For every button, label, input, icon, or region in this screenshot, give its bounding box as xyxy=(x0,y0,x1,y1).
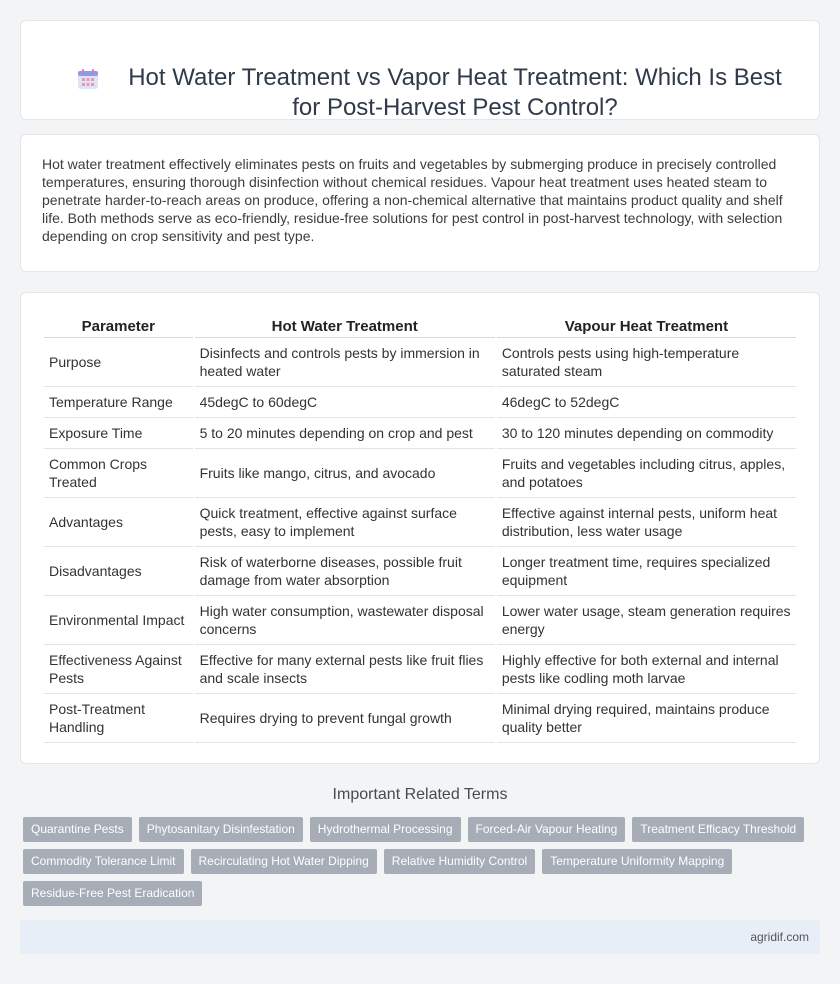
column-header: Vapour Heat Treatment xyxy=(497,316,796,338)
hot-water-cell: High water consumption, wastewater disposal concerns xyxy=(195,596,495,645)
related-terms-list xyxy=(23,817,813,906)
term-tag[interactable]: Relative Humidity Control xyxy=(384,849,535,874)
table-header-row xyxy=(44,316,796,338)
term-tag[interactable]: Phytosanitary Disinfestation xyxy=(139,817,303,842)
parameter-cell: Common Crops Treated xyxy=(44,449,193,498)
table-row xyxy=(44,498,796,547)
term-tag[interactable]: Recirculating Hot Water Dipping xyxy=(191,849,377,874)
calendar-icon xyxy=(77,68,99,90)
intro-card xyxy=(20,134,820,272)
parameter-cell: Post-Treatment Handling xyxy=(44,694,193,743)
table-row xyxy=(44,694,796,743)
parameter-cell: Effectiveness Against Pests xyxy=(44,645,193,694)
table-row xyxy=(44,387,796,418)
table-row xyxy=(44,547,796,596)
column-header: Hot Water Treatment xyxy=(195,316,495,338)
parameter-cell: Advantages xyxy=(44,498,193,547)
term-tag[interactable]: Quarantine Pests xyxy=(23,817,132,842)
term-tag[interactable]: Treatment Efficacy Threshold xyxy=(632,817,804,842)
page-title: Hot Water Treatment vs Vapor Heat Treatment: Which Is Best for Post-Harvest Pest Control? xyxy=(128,64,782,121)
comparison-table-card xyxy=(20,292,820,764)
hot-water-cell: Risk of waterborne diseases, possible fruit damage from water absorption xyxy=(195,547,495,596)
parameter-cell: Purpose xyxy=(44,338,193,387)
table-row xyxy=(44,449,796,498)
vapour-heat-cell: 30 to 120 minutes depending on commodity xyxy=(497,418,796,449)
vapour-heat-cell: Longer treatment time, requires specialized equipment xyxy=(497,547,796,596)
term-tag[interactable]: Temperature Uniformity Mapping xyxy=(542,849,732,874)
table-row xyxy=(44,418,796,449)
hot-water-cell: Effective for many external pests like fruit flies and scale insects xyxy=(195,645,495,694)
comparison-table xyxy=(42,316,798,743)
hot-water-cell: Disinfects and controls pests by immersion in heated water xyxy=(195,338,495,387)
term-tag[interactable]: Residue-Free Pest Eradication xyxy=(23,881,202,906)
term-tag[interactable]: Commodity Tolerance Limit xyxy=(23,849,184,874)
hot-water-cell: 45degC to 60degC xyxy=(195,387,495,418)
term-tag[interactable]: Forced-Air Vapour Heating xyxy=(468,817,626,842)
vapour-heat-cell: Highly effective for both external and internal pests like codling moth larvae xyxy=(497,645,796,694)
column-header: Parameter xyxy=(44,316,193,338)
table-row xyxy=(44,645,796,694)
table-row xyxy=(44,338,796,387)
vapour-heat-cell: 46degC to 52degC xyxy=(497,387,796,418)
parameter-cell: Temperature Range xyxy=(44,387,193,418)
title-card xyxy=(20,20,820,120)
vapour-heat-cell: Fruits and vegetables including citrus, apples, and potatoes xyxy=(497,449,796,498)
parameter-cell: Exposure Time xyxy=(44,418,193,449)
vapour-heat-cell: Controls pests using high-temperature saturated steam xyxy=(497,338,796,387)
site-link[interactable]: agridif.com xyxy=(750,930,809,944)
footer-bar xyxy=(20,920,820,954)
hot-water-cell: Requires drying to prevent fungal growth xyxy=(195,694,495,743)
parameter-cell: Environmental Impact xyxy=(44,596,193,645)
parameter-cell: Disadvantages xyxy=(44,547,193,596)
vapour-heat-cell: Lower water usage, steam generation requires energy xyxy=(497,596,796,645)
vapour-heat-cell: Effective against internal pests, uniform heat distribution, less water usage xyxy=(497,498,796,547)
vapour-heat-cell: Minimal drying required, maintains produce quality better xyxy=(497,694,796,743)
hot-water-cell: 5 to 20 minutes depending on crop and pest xyxy=(195,418,495,449)
table-row xyxy=(44,596,796,645)
intro-paragraph: Hot water treatment effectively eliminates pests on fruits and vegetables by submerging produce in precisely controlled temperatures, ensuring thorough disinfection without chemical residues. Vapour heat treatment uses heated steam to penetrate harder-to-reach areas on produce, offering a non-chemical alternative that maintains product quality and shelf life. Both methods serve as eco-friendly, residue-free solutions for pest control in post-harvest technology, with selection depending on crop sensitivity and pest type. xyxy=(42,156,783,244)
hot-water-cell: Quick treatment, effective against surface pests, easy to implement xyxy=(195,498,495,547)
term-tag[interactable]: Hydrothermal Processing xyxy=(310,817,461,842)
hot-water-cell: Fruits like mango, citrus, and avocado xyxy=(195,449,495,498)
related-terms-heading: Important Related Terms xyxy=(332,786,508,803)
